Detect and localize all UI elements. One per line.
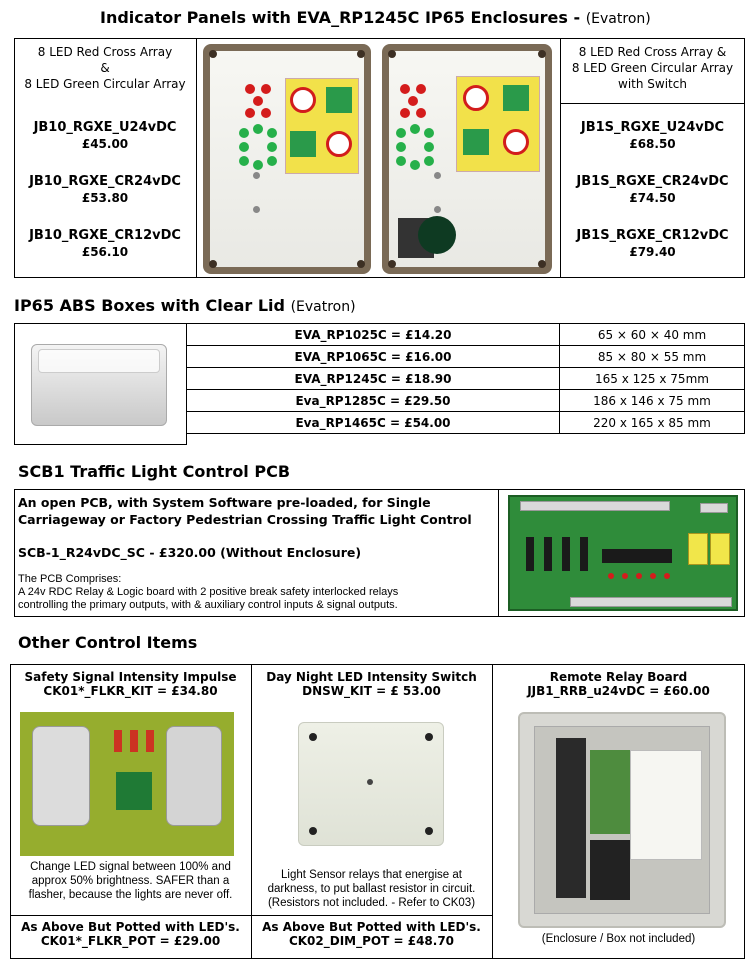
remote-relay-image [518, 712, 726, 928]
product-item [14, 120, 196, 152]
scb-code-price: SCB-1_R24vDC_SC - £320.00 (Without Enclosure) [18, 545, 362, 560]
remote-relay-column [492, 670, 745, 698]
abs-brand: (Evatron) [290, 299, 356, 315]
day-night-description [251, 868, 492, 910]
potted-code-price: CK02_DIM_POT = £48.70 [288, 934, 455, 948]
heading-line: 8 LED Green Circular Array [571, 61, 734, 75]
scb-intro-line: An open PCB, with System Software pre-loaded, for Single [18, 495, 431, 510]
item-title: Day Night LED Intensity Switch [266, 670, 477, 684]
product-price: £74.50 [629, 191, 676, 205]
product-price: £68.50 [629, 137, 676, 151]
divider [10, 915, 492, 916]
product-item [560, 120, 745, 152]
abs-box-image [31, 344, 167, 426]
item-code-price: DNSW_KIT = £ 53.00 [302, 684, 441, 698]
divider [498, 489, 499, 617]
indicator-enclosure-image [203, 44, 371, 274]
enclosure-note: (Enclosure / Box not included) [541, 933, 696, 945]
indicator-left-column [14, 44, 196, 274]
indicator-brand: (Evatron) [585, 11, 651, 27]
divider [492, 664, 493, 959]
indicator-right-column [560, 44, 745, 274]
abs-dims: 85 × 80 × 55 mm [560, 346, 745, 368]
abs-dims: 186 x 146 x 75 mm [560, 390, 745, 412]
scb-intro-line: Carriageway or Factory Pedestrian Crossing Traffic Light Control [18, 512, 472, 527]
table-row [187, 390, 745, 412]
remote-relay-note [492, 933, 745, 946]
item-title: Safety Signal Intensity Impulse [24, 670, 237, 684]
safety-signal-kit-image [20, 712, 234, 856]
product-code: JB1S_RGXE_CR24vDC [576, 174, 729, 189]
product-code: JB10_RGXE_U24vDC [33, 120, 177, 135]
safety-signal-column [10, 670, 251, 698]
abs-title-text: IP65 ABS Boxes with Clear Lid [14, 296, 285, 315]
description-line: Light Sensor relays that energise at [281, 869, 462, 881]
heading-line: 8 LED Green Circular Array [24, 77, 186, 91]
scb-title-text: SCB1 Traffic Light Control PCB [18, 462, 291, 481]
description-line: darkness, to put ballast resistor in circuit. [267, 883, 476, 895]
heading-line: 8 LED Red Cross Array [37, 45, 173, 59]
abs-dims: 220 x 165 x 85 mm [560, 412, 745, 434]
heading-line: with Switch [618, 77, 687, 91]
safety-signal-potted [10, 920, 251, 948]
scb-section-title [18, 462, 290, 481]
heading-line: & [100, 61, 110, 75]
product-code: JB10_RGXE_CR12vDC [29, 228, 181, 243]
day-night-switch-image [298, 722, 444, 846]
safety-signal-description [10, 860, 251, 902]
table-row [187, 324, 745, 346]
other-section-title [18, 633, 197, 652]
description-line: (Resistors not included. - Refer to CK03) [267, 897, 476, 909]
abs-model: EVA_RP1025C = £14.20 [187, 324, 560, 346]
scb-text-area [18, 494, 494, 612]
scb-description-line: A 24v RDC Relay & Logic board with 2 positive break safety interlocked relays [18, 586, 399, 598]
indicator-section-title [100, 8, 651, 27]
product-code: JB10_RGXE_CR24vDC [29, 174, 181, 189]
heading-line: 8 LED Red Cross Array & [578, 45, 727, 59]
divider [196, 38, 197, 278]
table-row [187, 368, 745, 390]
indicator-title-text: Indicator Panels with EVA_RP1245C IP65 Enclosures - [100, 8, 586, 27]
table-row [187, 346, 745, 368]
abs-model: Eva_RP1285C = £29.50 [187, 390, 560, 412]
abs-price-table [186, 323, 745, 434]
product-price: £53.80 [81, 191, 129, 205]
product-code: JB1S_RGXE_U24vDC [580, 120, 725, 135]
description-line: Change LED signal between 100% and [30, 861, 231, 873]
abs-section-title [14, 296, 356, 315]
product-price: £79.40 [629, 245, 676, 259]
item-code-price: CK01*_FLKR_KIT = £34.80 [43, 684, 218, 698]
description-line: approx 50% brightness. SAFER than a [31, 875, 230, 887]
potted-title: As Above But Potted with LED's. [262, 920, 481, 934]
product-code: JB1S_RGXE_CR12vDC [576, 228, 729, 243]
product-price: £56.10 [81, 245, 129, 259]
abs-dims: 165 x 125 x 75mm [560, 368, 745, 390]
scb-pcb-image [508, 495, 738, 611]
abs-box-image-frame [14, 323, 187, 445]
product-item [560, 228, 745, 260]
product-item [14, 174, 196, 206]
indicator-right-heading [560, 44, 745, 92]
indicator-enclosure-switch-image [382, 44, 552, 274]
day-night-potted [251, 920, 492, 948]
table-row [187, 412, 745, 434]
scb-comprises-label: The PCB Comprises: [18, 573, 122, 585]
product-item [14, 228, 196, 260]
abs-model: EVA_RP1065C = £16.00 [187, 346, 560, 368]
product-item [560, 174, 745, 206]
abs-dims: 65 × 60 × 40 mm [560, 324, 745, 346]
abs-model: Eva_RP1465C = £54.00 [187, 412, 560, 434]
product-price: £45.00 [81, 137, 129, 151]
potted-title: As Above But Potted with LED's. [21, 920, 240, 934]
potted-code-price: CK01*_FLKR_POT = £29.00 [40, 934, 221, 948]
item-title: Remote Relay Board [549, 670, 688, 684]
indicator-left-heading [14, 44, 196, 92]
item-code-price: JJB1_RRB_u24vDC = £60.00 [527, 684, 710, 698]
day-night-column [251, 670, 492, 698]
other-title-text: Other Control Items [18, 633, 198, 652]
scb-description-line: controlling the primary outputs, with & auxiliary control inputs & signal outputs. [18, 599, 398, 611]
abs-model: EVA_RP1245C = £18.90 [187, 368, 560, 390]
description-line: flasher, because the lights are never off. [28, 889, 233, 901]
